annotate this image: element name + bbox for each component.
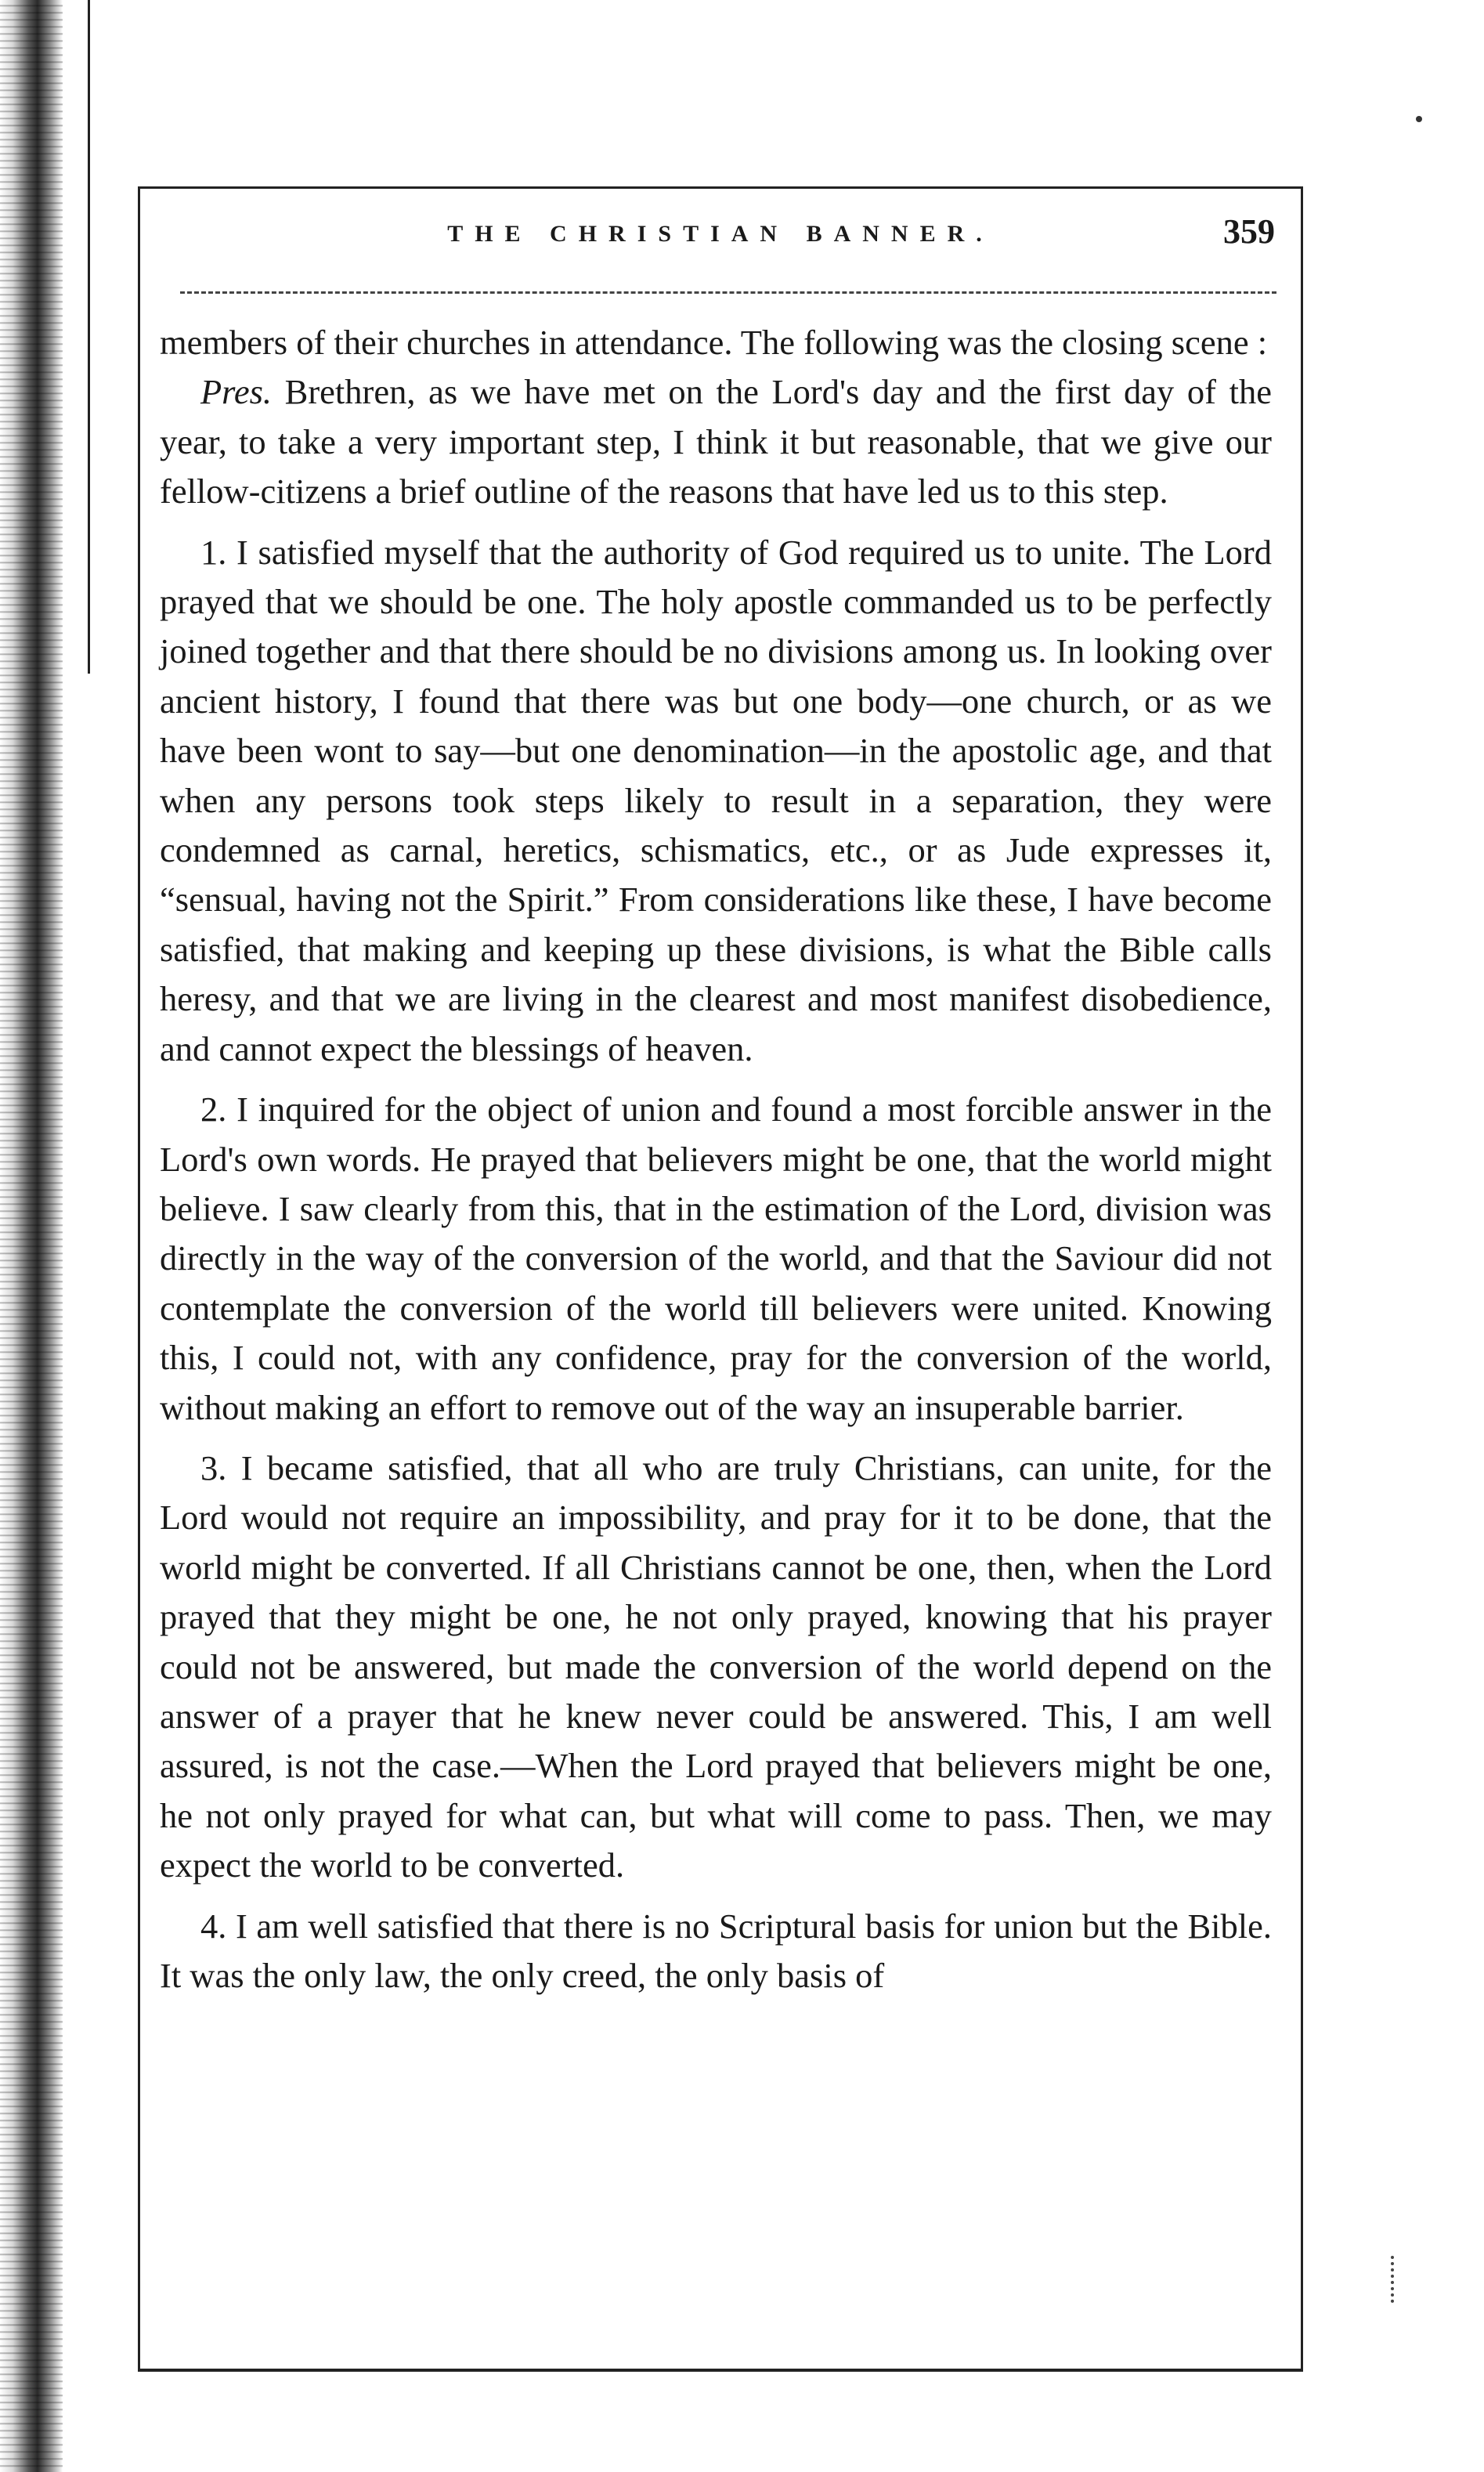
paragraph-text: Brethren, as we have met on the Lord's day and the first day of the year, to take a very important step, I think it but reasonable, that we give our fellow-citizens a brief outline of the reasons that have led us to this step. — [160, 372, 1272, 511]
running-title: THE CHRISTIAN BANNER. — [447, 221, 994, 247]
paragraph-point-4: 4. I am well satisfied that there is no Scriptural basis for union but the Bible. It was the only law, the only creed, the only basis of — [160, 1906, 1272, 1995]
paragraph-continuation: members of their churches in attendance. The following was the closing scene : — [160, 323, 1268, 362]
scan-speck — [1416, 116, 1422, 122]
spine-rule — [88, 0, 90, 674]
paragraph-point-2: 2. I inquired for the object of union and found a most forcible answer in the Lord's own words. He prayed that believers might be one, that the world might believe. I saw clearly from this, that in the estimation of the Lord, division was directly in the way of the conversion of the world, and that the Saviour did not contemplate the conversion of the world till believers were united. Knowing this, I could not, with any confidence, pray for the conversion of the world, without making an effort to remove out of the way an insuperable barrier. — [160, 1090, 1272, 1427]
book-spine-edge — [0, 0, 63, 2472]
paragraph-president-address — [160, 367, 1272, 516]
paragraph-point-1: 1. I satisfied myself that the authority of God required us to unite. The Lord prayed that we should be one. The holy apostle commanded us to be perfectly joined together and that there should be no divisions among us. In looking over ancient history, I found that there was but one body—one church, or as we have been wont to say—but one denomination—in the apostolic age, and that when any persons took steps likely to result in a separation, they were condemned as carnal, heretics, schismatics, etc., or as Jude expresses it, “sensual, having not the Spirit.” From considerations like these, I have become satisfied, that making and keeping up these divisions, is what the Bible calls heresy, and that we are living in the clearest and most manifest disobedience, and cannot expect the blessings of heaven. — [160, 532, 1272, 1068]
speaker-label: Pres. — [200, 372, 273, 412]
article-body — [160, 318, 1272, 2000]
header-rule — [180, 291, 1276, 294]
page-header — [157, 210, 1284, 265]
paragraph-point-3: 3. I became satisfied, that all who are truly Christians, can unite, for the Lord would not require an impossibility, and pray for it to be done, that the world might be converted. If all Christians cannot be one, then, when the Lord prayed that they might be one, he not only prayed, knowing that his prayer could not be answered, but made the conversion of the world depend on the answer of a prayer that he knew never could be answered. This, I am well assured, is not the case.—When the Lord prayed that believers might be one, he not only prayed for what can, but what will come to pass. Then, we may expect the world to be converted. — [160, 1447, 1272, 1885]
page-number: 359 — [1223, 212, 1275, 251]
scan-mark — [1391, 2256, 1397, 2303]
